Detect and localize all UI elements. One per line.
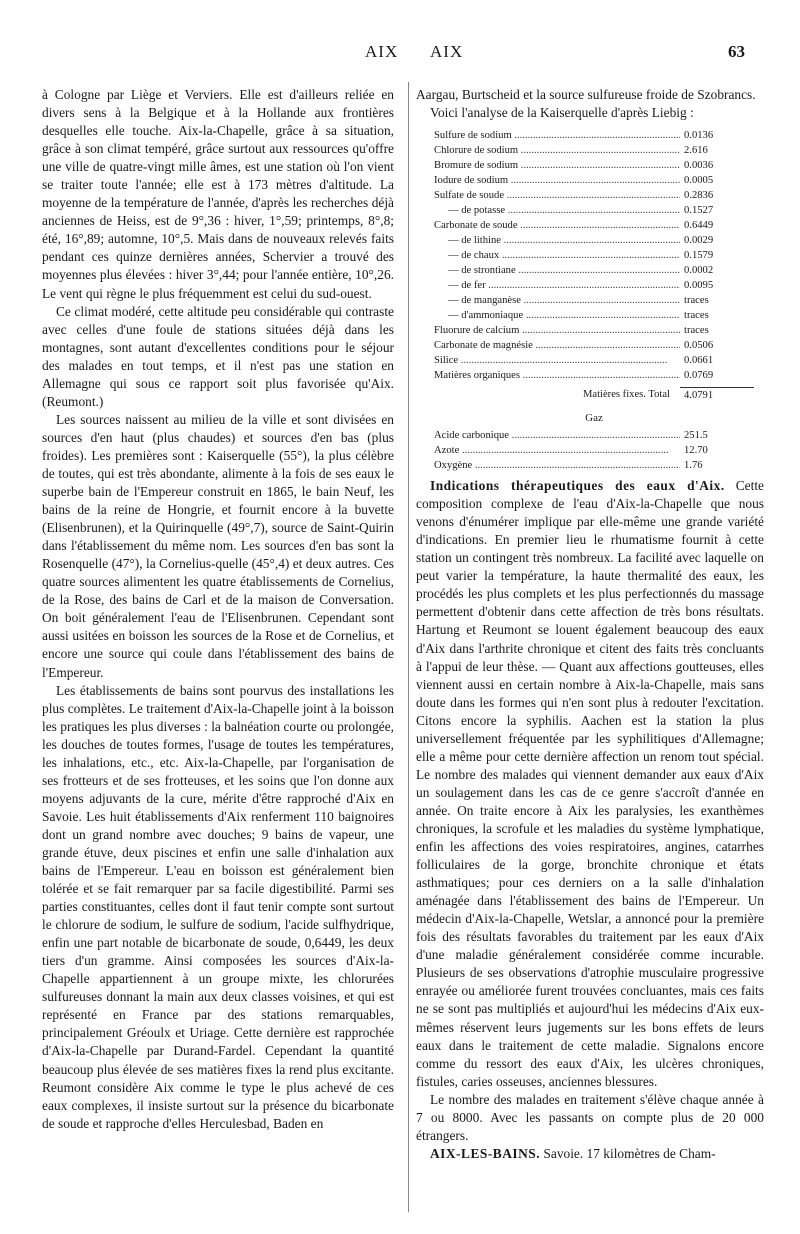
table-row bbox=[434, 203, 754, 218]
row-value: 0.2836 bbox=[684, 190, 714, 202]
row-value: 0.6449 bbox=[684, 220, 714, 232]
table-row bbox=[434, 263, 754, 278]
total-value: 4.0791 bbox=[680, 387, 754, 403]
table-row bbox=[434, 173, 754, 188]
row-value: 0.0036 bbox=[684, 160, 714, 172]
row-label: — de lithine ..... bbox=[434, 233, 680, 248]
total-label: Matières fixes. Total bbox=[582, 389, 670, 401]
gas-rows bbox=[434, 428, 754, 473]
row-label: Iodure de sodium ..... bbox=[434, 173, 680, 188]
row-label: — de manganèse ..... bbox=[434, 293, 680, 308]
indications-paragraph bbox=[416, 477, 764, 1091]
next-entry-heading: AIX-LES-BAINS. bbox=[430, 1145, 541, 1161]
next-entry-text: Savoie. 17 kilomètres de Cham- bbox=[543, 1145, 716, 1161]
row-label: — de fer ..... bbox=[434, 278, 680, 293]
row-value: 251.5 bbox=[684, 430, 708, 442]
right-column bbox=[416, 86, 764, 1163]
table-row bbox=[434, 443, 754, 458]
row-label: Acide carbonique ..... bbox=[434, 428, 680, 443]
paragraph: à Cologne par Liège et Verviers. Elle est d'ailleurs reliée en divers sens à la Belgique et à la Hollande aux frontières desquelles elle touche. Aix-la-Chapelle, grâce à sa situation, grâce à son climat tempéré, grâce surtout aux ressources qu'offre une ville de quatre-vingt mille âmes, est une station où l'on vient se traiter toute l'année; elle est à 173 mètres d'altitude. La moyenne de la température de l'année, d'après les recherches déjà anciennes de Heiss, est de 9°,36 : hiver, 1°,59; printemps, 8°,8; été, 16°,89; automne, 10°,5. Mais dans de nouveaux relevés faits pendant ces quinze dernières années, Schervier a trouvé des moyennes plus élevées : hiver 3°,44; pour l'année entière, 10°,26. Le vent qui règne le plus fréquemment est celui du sud-ouest. bbox=[42, 87, 394, 301]
table-row bbox=[434, 278, 754, 293]
left-column bbox=[42, 86, 394, 1133]
row-value: 0.1527 bbox=[684, 205, 714, 217]
row-label: Sulfure de sodium ..... bbox=[434, 128, 680, 143]
row-value: 12.70 bbox=[684, 445, 708, 457]
table-row bbox=[434, 188, 754, 203]
row-label: — de potasse ..... bbox=[434, 203, 680, 218]
paragraph: Les établissements de bains sont pourvus des installations les plus complètes. Le traitement d'Aix-la-Chapelle joint à la boisson les pratiques les plus diverses : la balnéation courte ou prolongée, les douches de toutes formes, l'usage de toutes les températures, les inhalations, etc., etc. Aix-la-Chapelle, par l'organisation de ses frotteurs et de ses frotteuses, et les soins que l'on donne aux moyens adjuvants de la cure, mérite d'être rapproché d'Aix en Savoie. Les huit établissements d'Aix renferment 110 baignoires dont un grand nombre avec douches; 9 bains de vapeur, une grande étuve, deux piscines et enfin une salle d'inhalation aux bains de l'Empereur. L'eau en boisson est généralement bien tolérée et se fait remarquer par sa facile digestibilité. Parmi ses parties constituantes, celles dont il faut tenir compte sont surtout le chlorure de sodium, le sulfure de sodium, l'acide sulfhydrique, enfin une part notable de bicarbonate de soude, 0,6449, les deux tiers d'un gramme. Ainsi composées les sources d'Aix-la-Chapelle appartiennent à un groupe mixte, les chlorurées sulfureuses donnant la main aux deux classes voisines, et qui est représenté en France par des stations remarquables, principalement Gréoulx et Uriage. Cette dernière est rapprochée d'Aix-la-Chapelle par Durand-Fardel. Cependant la quantité beaucoup plus élevée de ses matières fixes la rend plus excitante. Reumont considère Aix comme le type le plus achevé de ces eaux complexes, il insiste surtout sur la présence du bicarbonate de soude et rapproche d'elles Herculesbad, Baden en bbox=[42, 682, 394, 1131]
row-label: Silice ..... bbox=[434, 353, 680, 368]
table-row bbox=[434, 353, 754, 368]
analysis-table bbox=[434, 128, 754, 473]
row-label: Carbonate de soude ..... bbox=[434, 218, 680, 233]
paragraph: Voici l'analyse de la Kaiserquelle d'après Liebig : bbox=[430, 105, 694, 121]
row-value: 0.0661 bbox=[684, 355, 714, 367]
analysis-total-row bbox=[434, 387, 754, 403]
paragraph: Le nombre des malades en traitement s'élève chaque année à 7 ou 8000. Avec les passants on compte plus de 20 000 étrangers. bbox=[416, 1091, 764, 1143]
page-number: 63 bbox=[728, 42, 745, 61]
gas-title: Gaz bbox=[585, 412, 603, 425]
indications-text: Cette composition complexe de l'eau d'Aix-la-Chapelle que nous venons d'énumérer implique par elle-même une grande variété d'indications. En premier lieu le rhumatisme fournit à cette station un contingent très nombreux. La facilité avec laquelle on peut varier la température, la haute thermalité des eaux, les procédés les plus complets et les plus perfectionnés du massage permettent d'obtenir dans cette affection de très bons résultats. Hartung et Reumont se louent également beaucoup des eaux d'Aix dans l'arthrite chronique et citent des faits très concluants à l'appui de leur thèse. — Quant aux affections goutteuses, elles viennent aussi en certain nombre à Aix-la-Chapelle, mais sans doute dans les formes qui n'en sont plus à redouter l'excitation. Citons encore la syphilis. Aachen est la station la plus universellement fréquentée par les syphilitiques d'Allemagne; elle a même pour cette dernière affection un renom tout spécial. Le nombre des malades qui viennent demander aux eaux d'Aix un soulagement dans les cas de ce genre s'accroît d'année en année. On traite encore à Aix les paralysies, les exanthèmes chroniques, la scrofule et les maladies du système lymphatique, enfin les affections des voies respiratoires, angines, catarrhes folliculaires de la gorge, bronchite chronique et états asthmatiques; pour ces derniers on a la salle d'inhalation aménagée dans l'établissement des bains de l'Empereur. Un médecin d'Aix-la-Chapelle, Wetslar, a annoncé pour la première fois des résultats favorables du traitement par les eaux d'Aix d'une maladie généralement considérée comme incurable. Plusieurs de ses observations d'atrophie musculaire progressive enrayée ou améliorée furent trouvées concluantes, mais ces faits ne se sont pas multipliés et aujourd'hui les médecins d'Aix eux-mêmes réservent leurs jugements sur les bons effets de leurs eaux dans le traitement de cette maladie. Signalons encore comme du ressort des eaux d'Aix, les ulcères chroniques, fistules, caries osseuses, anciennes blessures. bbox=[416, 478, 764, 1089]
row-value: 0.1579 bbox=[684, 250, 714, 262]
table-row bbox=[434, 158, 754, 173]
row-label: Bromure de sodium ..... bbox=[434, 158, 680, 173]
running-head-right: AIX bbox=[430, 42, 464, 61]
table-row bbox=[434, 293, 754, 308]
paragraph: Aargau, Burtscheid et la source sulfureuse froide de Szobrancs. bbox=[416, 87, 756, 102]
row-value: traces bbox=[684, 310, 709, 322]
row-label: Sulfate de soude ..... bbox=[434, 188, 680, 203]
row-label: Carbonate de magnésie ..... bbox=[434, 338, 680, 353]
row-value: 0.0136 bbox=[684, 130, 714, 142]
table-row bbox=[434, 428, 754, 443]
table-row bbox=[434, 323, 754, 338]
row-label: Azote ..... bbox=[434, 443, 680, 458]
table-row bbox=[434, 233, 754, 248]
column-divider bbox=[408, 82, 409, 1212]
table-row bbox=[434, 308, 754, 323]
row-value: 0.0506 bbox=[684, 340, 714, 352]
row-label: — d'ammoniaque ..... bbox=[434, 308, 680, 323]
row-label: Fluorure de calcium ..... bbox=[434, 323, 680, 338]
indications-heading: Indications thérapeutiques des eaux d'Aix. bbox=[430, 478, 725, 494]
table-row bbox=[434, 143, 754, 158]
row-value: traces bbox=[684, 325, 709, 337]
table-row bbox=[434, 248, 754, 263]
row-label: Oxygène ..... bbox=[434, 458, 680, 473]
row-value: 0.0769 bbox=[684, 370, 714, 382]
row-value: 0.0005 bbox=[684, 175, 714, 187]
row-value: 1.76 bbox=[684, 460, 703, 472]
row-label: — de strontiane ..... bbox=[434, 263, 680, 278]
table-row bbox=[434, 368, 754, 383]
row-label: — de chaux ..... bbox=[434, 248, 680, 263]
row-value: traces bbox=[684, 295, 709, 307]
row-value: 0.0095 bbox=[684, 280, 714, 292]
paragraph: Ce climat modéré, cette altitude peu considérable qui contraste avec celles d'une foule de stations situées déjà dans les montagnes, sont autant d'excellentes conditions pour le séjour des malades en tout temps, et il n'est pas une station en Allemagne qui sous ce rapport soit plus favorisée qu'Aix. (Reumont.) bbox=[42, 303, 394, 409]
row-value: 0.0002 bbox=[684, 265, 714, 277]
row-value: 0.0029 bbox=[684, 235, 714, 247]
table-row bbox=[434, 218, 754, 233]
table-row bbox=[434, 458, 754, 473]
analysis-rows bbox=[434, 128, 754, 383]
running-head-left: AIX bbox=[365, 42, 399, 61]
row-value: 2.616 bbox=[684, 145, 708, 157]
row-label: Matières organiques ..... bbox=[434, 368, 680, 383]
paragraph: Les sources naissent au milieu de la ville et sont divisées en sources d'en haut (plus chaudes) et sources d'en bas (plus froides). Les premières sont : Kaiserquelle (55°), la plus célèbre de toutes, qui est très abondante, alimente à la fois de ses eaux le superbe bain de l'Empereur construit en 1865, le bain Neuf, les bains de la reine de Hongrie, et fournit encore à la buvette (Elisenbrunen), et la Quirinquelle (49°,7), source de Saint-Quirin dans l'établissement du même nom. Les sources d'en bas sont la Rosenquelle (47°), la Cornelius-quelle (45°,4) et deux autres. Ces quatre sources alimentent les quatre établissements de Cornelius, de la Rose, des bains de Carl et de la maison de Conversation. On boit généralement l'eau de l'Elisenbrunen. Cependant sont aussi usitées en boisson les sources de la Rose et de Cornelius, et encore une source qui coule dans l'établissement des bains de l'Empereur. bbox=[42, 411, 394, 680]
next-entry bbox=[416, 1145, 764, 1163]
table-row bbox=[434, 128, 754, 143]
table-row bbox=[434, 338, 754, 353]
row-label: Chlorure de sodium ..... bbox=[434, 143, 680, 158]
